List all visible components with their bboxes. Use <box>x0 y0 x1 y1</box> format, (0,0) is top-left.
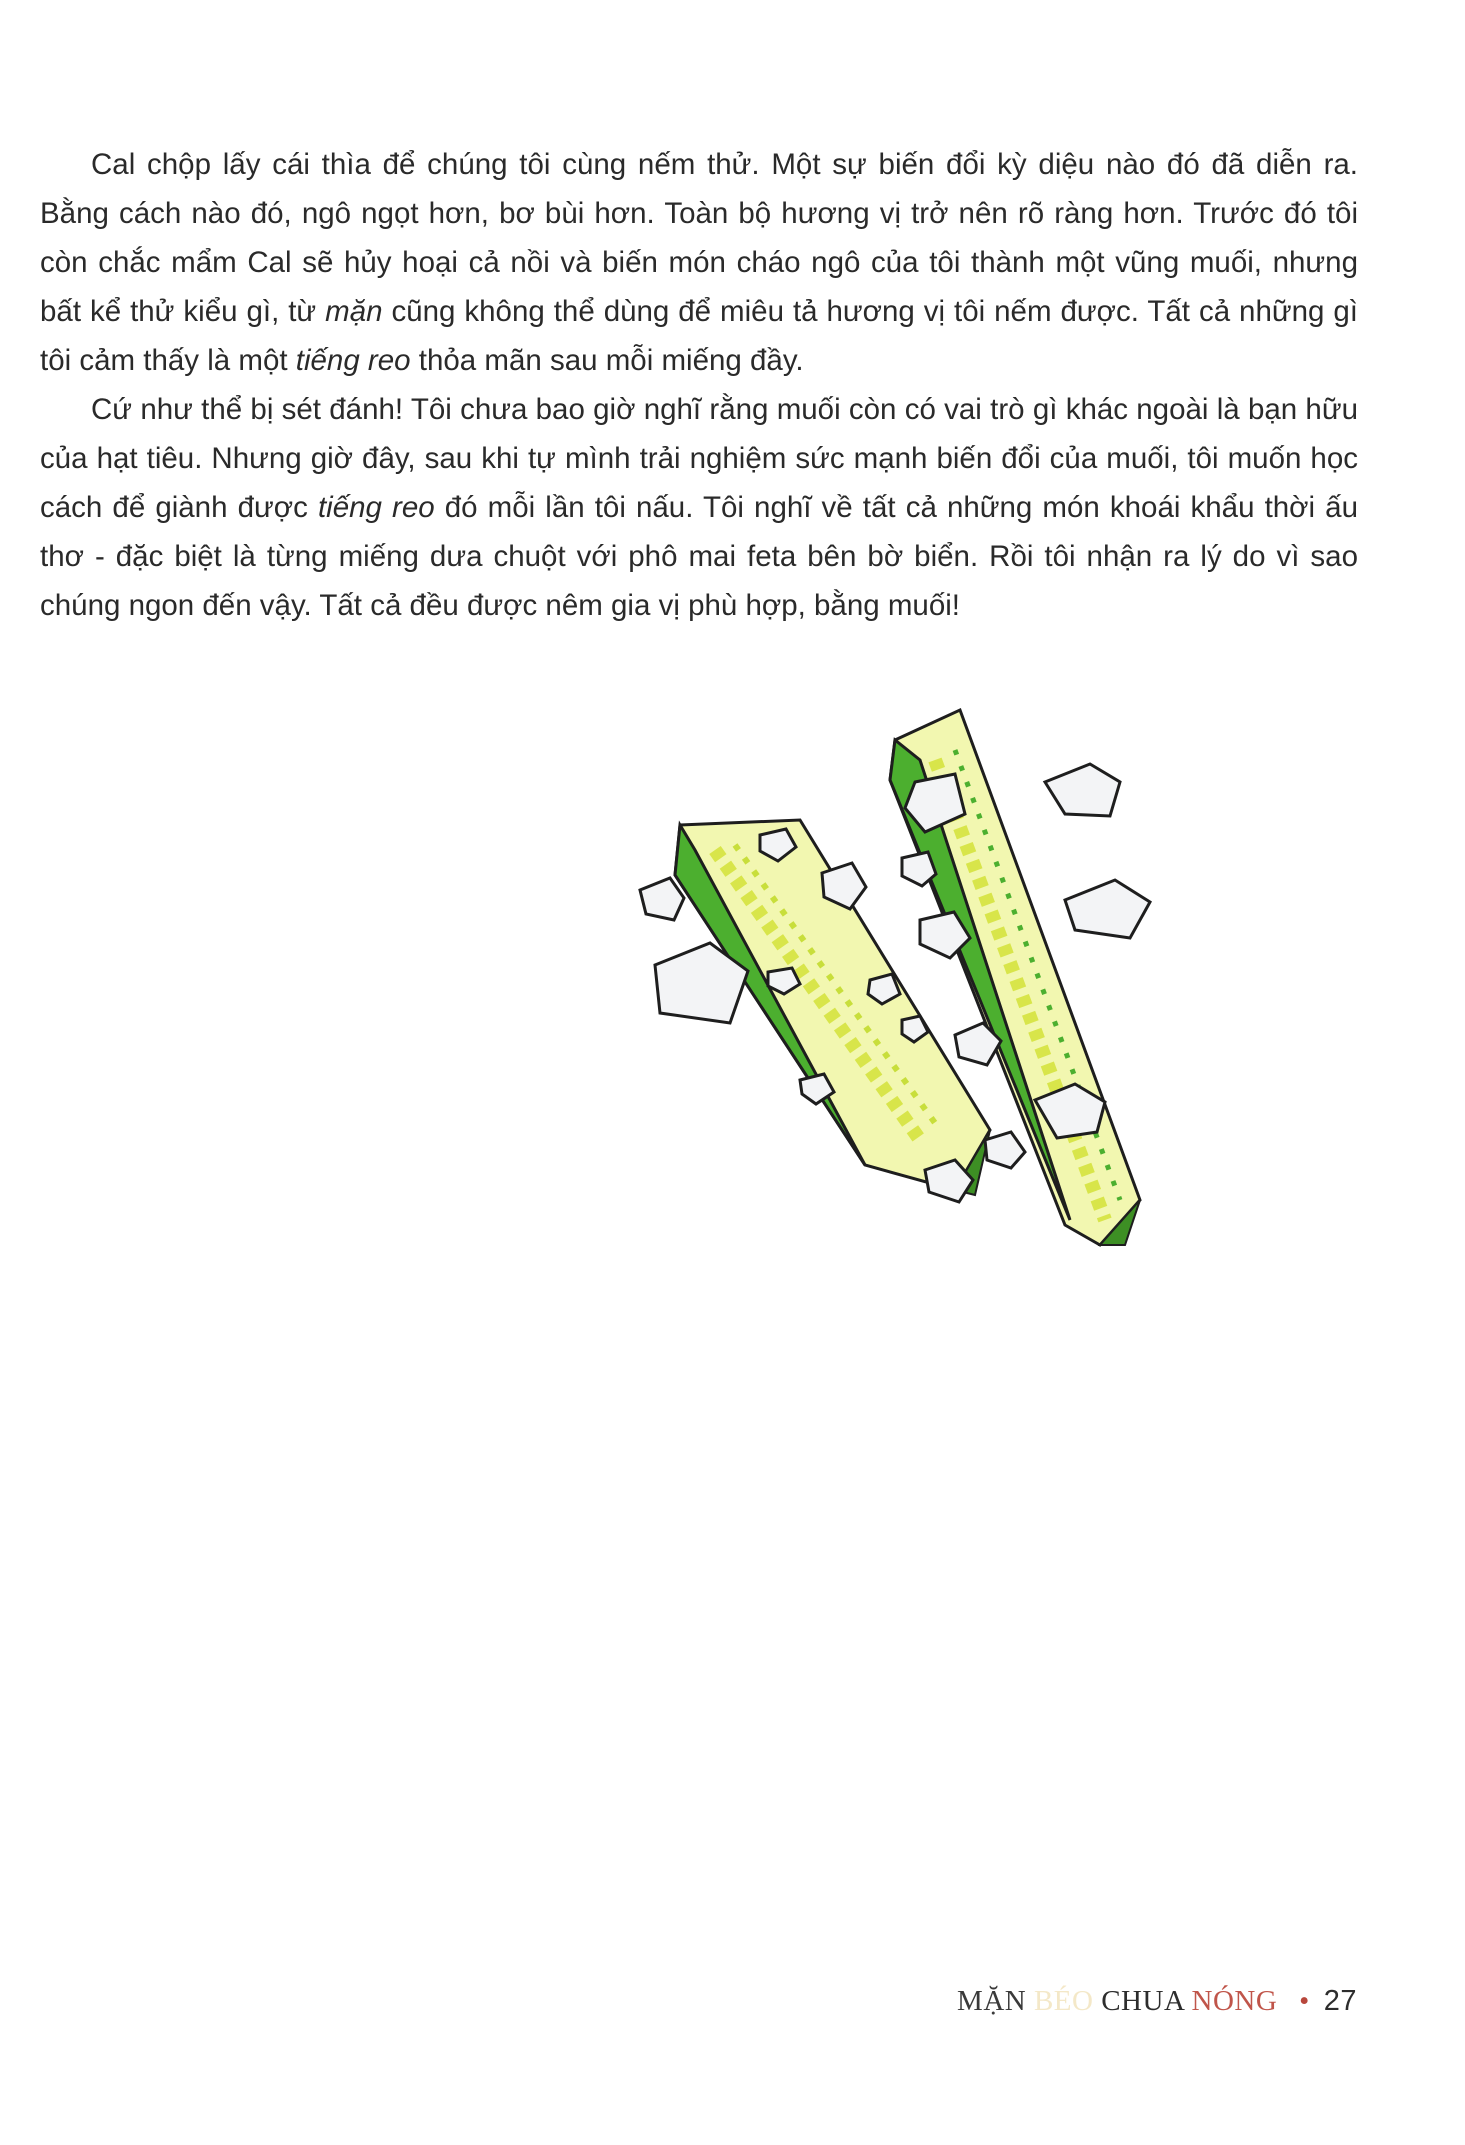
body-text <box>40 140 1358 630</box>
footer-separator: • <box>1299 1985 1310 2017</box>
footer-word-1: MẶN <box>957 1985 1027 2017</box>
footer-word-4: NÓNG <box>1191 1985 1278 2017</box>
paragraph-2: Cứ như thể bị sét đánh! Tôi chưa bao giờ nghĩ rằng muối còn có vai trò gì khác ngoài là bạn hữu của hạt tiêu. Nhưng giờ đây, sau khi tự mình trải nghiệm sức mạnh biến đổi của muối, tôi muốn học cách để giành được tiếng reo đó mỗi lần tôi nấu. Tôi nghĩ về tất cả những món khoái khẩu thời ấu thơ - đặc biệt là từng miếng dưa chuột với phô mai feta bên bờ biển. Rồi tôi nhận ra lý do vì sao chúng ngon đến vậy. Tất cả đều được nêm gia vị phù hợp, bằng muối! <box>40 393 1358 622</box>
footer-word-2: BÉO <box>1033 1985 1094 2017</box>
cucumber-feta-illustration <box>620 700 1240 1280</box>
footer-word-3: CHUA <box>1101 1985 1184 2017</box>
running-footer <box>957 1985 1357 2018</box>
paragraph-1: Cal chộp lấy cái thìa để chúng tôi cùng nếm thử. Một sự biến đổi kỳ diệu nào đó đã diễn ra. Bằng cách nào đó, ngô ngọt hơn, bơ bùi hơn. Toàn bộ hương vị trở nên rõ ràng hơn. Trước đó tôi còn chắc mẩm Cal sẽ hủy hoại cả nồi và biến món cháo ngô của tôi thành một vũng muối, nhưng bất kể thử kiểu gì, từ mặn cũng không thể dùng để miêu tả hương vị tôi nếm được. Tất cả những gì tôi cảm thấy là một tiếng reo thỏa mãn sau mỗi miếng đầy. <box>40 148 1358 377</box>
page-number: 27 <box>1323 1985 1357 2017</box>
